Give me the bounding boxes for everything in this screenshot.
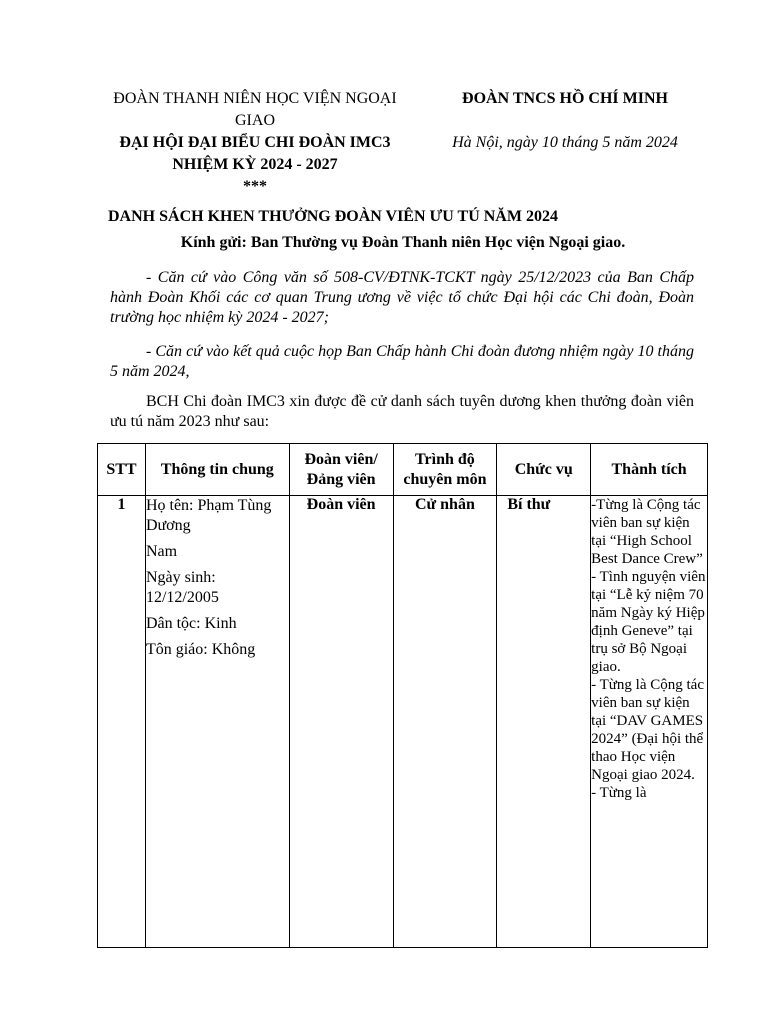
cell-info [145,496,289,948]
cell-position: Bí thư [497,496,591,948]
commendation-table [97,443,708,948]
achievement-2: - Tình nguyện viên tại “Lễ kỷ niệm 70 năm Ngày ký Hiệp định Geneve” tại trụ sở Bộ Ngoại giao. [591,569,706,675]
cell-degree: Cử nhân [393,496,497,948]
cell-member: Đoàn viên [289,496,393,948]
congress-name: ĐẠI HỘI ĐẠI BIỂU CHI ĐOÀN IMC3 [119,134,391,151]
org-name: ĐOÀN THANH NIÊN HỌC VIỆN NGOẠI [113,90,397,107]
info-name: Họ tên: Phạm Tùng Dương [145,497,272,534]
table-row [98,496,708,948]
document-title: DANH SÁCH KHEN THƯỞNG ĐOÀN VIÊN ƯU TÚ NĂM 2024 [108,208,558,225]
term: NHIỆM KỲ 2024 - 2027 [172,156,338,173]
achievement-4: - Từng là [591,785,647,801]
achievement-1: -Từng là Cộng tác viên ban sự kiện tại “High School Best Dance Crew” [591,497,703,567]
col-header-position: Chức vụ [497,444,591,496]
info-gender: Nam [145,543,178,560]
col-header-stt: STT [98,444,146,496]
paragraph-basis-2: - Căn cứ vào kết quả cuộc họp Ban Chấp hành Chi đoàn đương nhiệm ngày 10 tháng 5 năm 2024, [110,343,694,380]
org-name-cont: GIAO [235,112,275,129]
place-date: Hà Nội, ngày 10 tháng 5 năm 2024 [452,134,678,151]
union-name: ĐOÀN TNCS HỒ CHÍ MINH [462,90,668,107]
cell-stt: 1 [98,496,146,948]
cell-achievement [591,496,708,948]
header-left [90,88,420,198]
paragraph-intro: BCH Chi đoàn IMC3 xin được đề cử danh sách tuyên dương khen thưởng đoàn viên ưu tú năm 2023 như sau: [110,393,694,430]
info-dob: Ngày sinh: 12/12/2005 [145,569,219,606]
col-header-degree: Trình độ chuyên môn [393,444,497,496]
info-religion: Tôn giáo: Không [145,641,256,658]
header-right [430,88,700,154]
info-ethnicity: Dân tộc: Kinh [145,615,237,632]
achievement-3: - Từng là Cộng tác viên ban sự kiện tại “DAV GAMES 2024” (Đại hội thể thao Học viện Ngoại giao 2024. [591,677,704,783]
col-header-info: Thông tin chung [145,444,289,496]
paragraph-basis-1: - Căn cứ vào Công văn số 508-CV/ĐTNK-TCKT ngày 25/12/2023 của Ban Chấp hành Đoàn Khối các cơ quan Trung ương về việc tổ chức Đại hội các Chi đoàn, Đoàn trường học nhiệm kỳ 2024 - 2027; [110,269,694,326]
col-header-member: Đoàn viên/ Đảng viên [289,444,393,496]
separator-stars: *** [243,178,267,195]
col-header-achievement: Thành tích [591,444,708,496]
recipient: Kính gửi: Ban Thường vụ Đoàn Thanh niên Học viện Ngoại giao. [180,234,626,251]
table-header-row [98,444,708,496]
